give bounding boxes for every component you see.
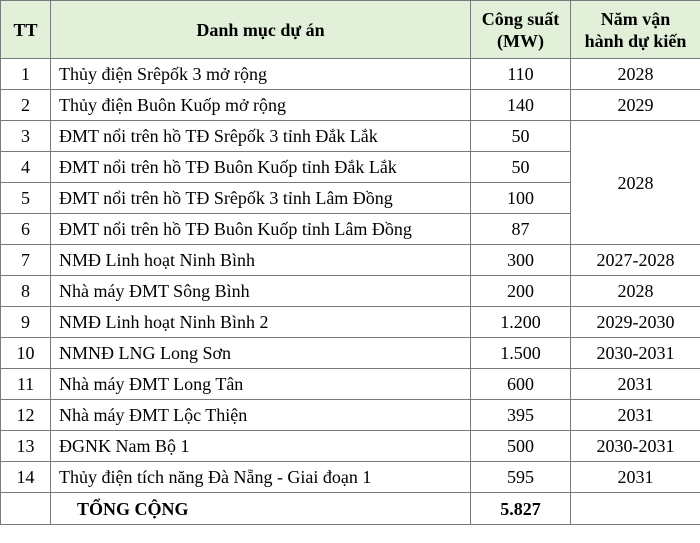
row-project-name: ĐMT nổi trên hồ TĐ Srêpốk 3 tỉnh Lâm Đồng [51,183,471,214]
row-capacity: 595 [471,462,571,493]
table-row [1,400,700,431]
row-year: 2029 [571,90,700,121]
row-tt: 13 [1,431,51,462]
row-tt: 12 [1,400,51,431]
row-tt: 8 [1,276,51,307]
row-year: 2027-2028 [571,245,700,276]
row-project-name: Nhà máy ĐMT Long Tân [51,369,471,400]
row-capacity: 50 [471,152,571,183]
row-year: 2030-2031 [571,431,700,462]
row-capacity: 1.500 [471,338,571,369]
row-tt: 10 [1,338,51,369]
table-row [1,431,700,462]
header-project-name: Danh mục dự án [51,1,471,59]
header-capacity-line2: (MW) [497,30,544,51]
row-capacity: 600 [471,369,571,400]
row-project-name: NMĐ Linh hoạt Ninh Bình [51,245,471,276]
row-capacity: 1.200 [471,307,571,338]
row-capacity: 87 [471,214,571,245]
table-row [1,338,700,369]
row-year: 2031 [571,369,700,400]
total-label: TỔNG CỘNG [51,493,471,525]
row-project-name: Nhà máy ĐMT Sông Bình [51,276,471,307]
row-year: 2030-2031 [571,338,700,369]
table-row [1,462,700,493]
row-year: 2028 [571,276,700,307]
table-row [1,369,700,400]
row-capacity: 50 [471,121,571,152]
row-tt: 9 [1,307,51,338]
row-capacity: 300 [471,245,571,276]
row-tt: 14 [1,462,51,493]
row-project-name: ĐMT nổi trên hồ TĐ Buôn Kuốp tỉnh Lâm Đồng [51,214,471,245]
row-project-name: Thủy điện tích năng Đà Nẵng - Giai đoạn 1 [51,462,471,493]
row-year: 2028 [571,59,700,90]
row-tt: 7 [1,245,51,276]
row-tt: 4 [1,152,51,183]
row-project-name: ĐGNK Nam Bộ 1 [51,431,471,462]
header-capacity-line1: Công suất [481,8,560,29]
row-capacity: 395 [471,400,571,431]
table-row [1,276,700,307]
table-row [1,245,700,276]
row-year-merged: 2028 [571,121,700,245]
total-capacity: 5.827 [471,493,571,525]
row-year: 2031 [571,400,700,431]
table-header-row [1,1,700,59]
row-project-name: NMNĐ LNG Long Sơn [51,338,471,369]
row-tt: 2 [1,90,51,121]
row-tt: 3 [1,121,51,152]
table-row [1,59,700,90]
row-tt: 11 [1,369,51,400]
row-capacity: 110 [471,59,571,90]
row-project-name: NMĐ Linh hoạt Ninh Bình 2 [51,307,471,338]
row-project-name: Thủy điện Srêpốk 3 mở rộng [51,59,471,90]
row-tt: 6 [1,214,51,245]
header-year-line1: Năm vận [600,8,671,29]
table-row [1,307,700,338]
row-year: 2029-2030 [571,307,700,338]
row-project-name: ĐMT nổi trên hồ TĐ Srêpốk 3 tỉnh Đắk Lắk [51,121,471,152]
header-year-line2: hành dự kiến [584,30,687,51]
table-row [1,121,700,152]
header-tt: TT [1,1,51,59]
row-capacity: 100 [471,183,571,214]
total-row [1,493,700,525]
header-year [571,1,700,59]
row-capacity: 500 [471,431,571,462]
row-project-name: Thủy điện Buôn Kuốp mở rộng [51,90,471,121]
table-row [1,90,700,121]
row-project-name: Nhà máy ĐMT Lộc Thiện [51,400,471,431]
total-tt-empty [1,493,51,525]
row-tt: 1 [1,59,51,90]
row-year: 2031 [571,462,700,493]
row-capacity: 140 [471,90,571,121]
row-tt: 5 [1,183,51,214]
header-capacity [471,1,571,59]
row-project-name: ĐMT nổi trên hồ TĐ Buôn Kuốp tỉnh Đắk Lắk [51,152,471,183]
total-year-empty [571,493,700,525]
row-capacity: 200 [471,276,571,307]
